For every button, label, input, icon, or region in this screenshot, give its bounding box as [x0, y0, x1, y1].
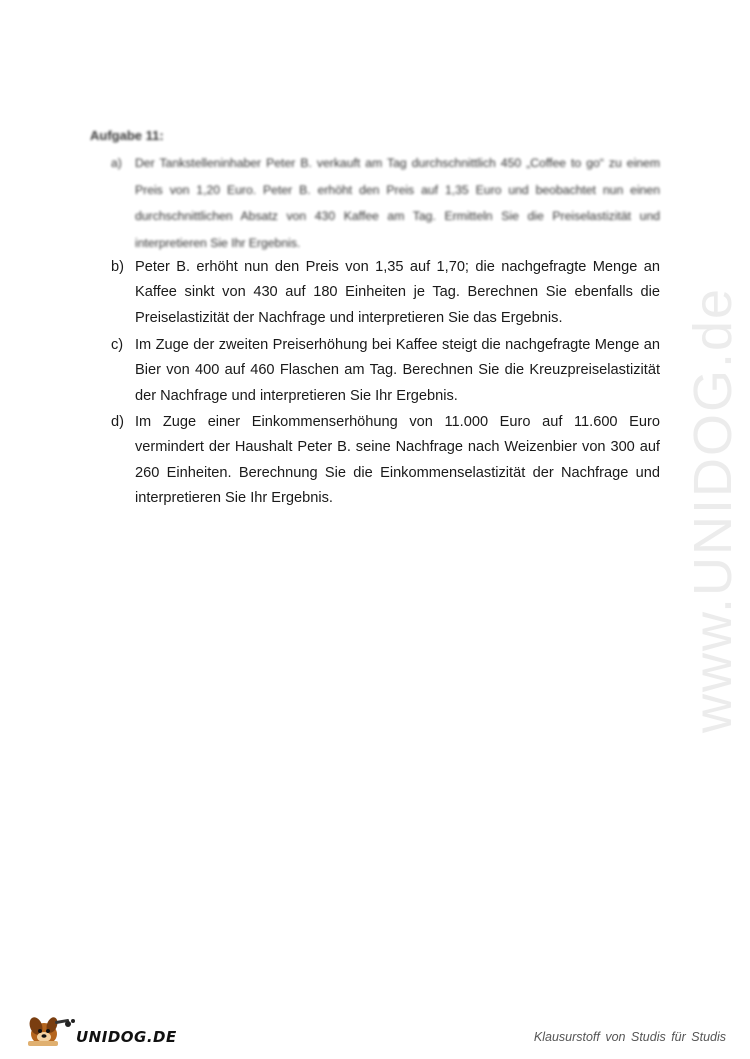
task-c: [111, 333, 660, 409]
logo-text: UNIDOG.DE: [76, 1028, 177, 1046]
task-d: [111, 410, 660, 512]
watermark: www.UNIDOG.de: [683, 286, 743, 734]
task-text: Im Zuge der zweiten Preiserhöhung bei Kaffee steigt die nachgefragte Menge an Bier von 400 auf 460 Flaschen am Tag. Berechnen Sie die Kreuzpreiselastizität der Nachfrage und interpretieren Sie Ihr Ergebnis.: [135, 337, 660, 404]
task-letter: c): [111, 337, 124, 353]
task-text: Peter B. erhöht nun den Preis von 1,35 auf 1,70; die nachgefragte Menge an Kaffee sinkt von 430 auf 180 Einheiten je Tag. Berechnen Sie ebenfalls die Preiselastizität der Nachfrage und interpretieren Sie das Ergebnis.: [135, 259, 660, 326]
task-letter: d): [111, 414, 124, 430]
dog-mascot-icon: [22, 1012, 78, 1048]
task-letter: b): [111, 259, 124, 275]
task-letter: a): [111, 156, 122, 170]
exercise-heading: Aufgabe 11:: [90, 128, 164, 143]
task-text: Der Tankstelleninhaber Peter B. verkauft am Tag durchschnittlich 450 „Coffee to go“ zu einem Preis von 1,20 Euro. Peter B. erhöht den Preis auf 1,35 Euro und beobachtet nun einen durchschnittlichen Absatz von 430 Kaffee am Tag. Ermitteln Sie die Preiselastizität und interpretieren Sie Ihr Ergebnis.: [135, 156, 660, 250]
task-text: Im Zuge einer Einkommenserhöhung von 11.000 Euro auf 11.600 Euro vermindert der Haushalt Peter B. seine Nachfrage nach Weizenbier von 300 auf 260 Einheiten. Berechnung Sie die Einkommenselastizität der Nachfrage und interpretieren Sie Ihr Ergebnis.: [135, 414, 660, 507]
footer-slogan: Klausurstoff von Studis für Studis: [533, 1030, 726, 1044]
unidog-logo: [22, 1012, 177, 1048]
task-b: [111, 255, 660, 331]
task-a: [111, 150, 660, 256]
